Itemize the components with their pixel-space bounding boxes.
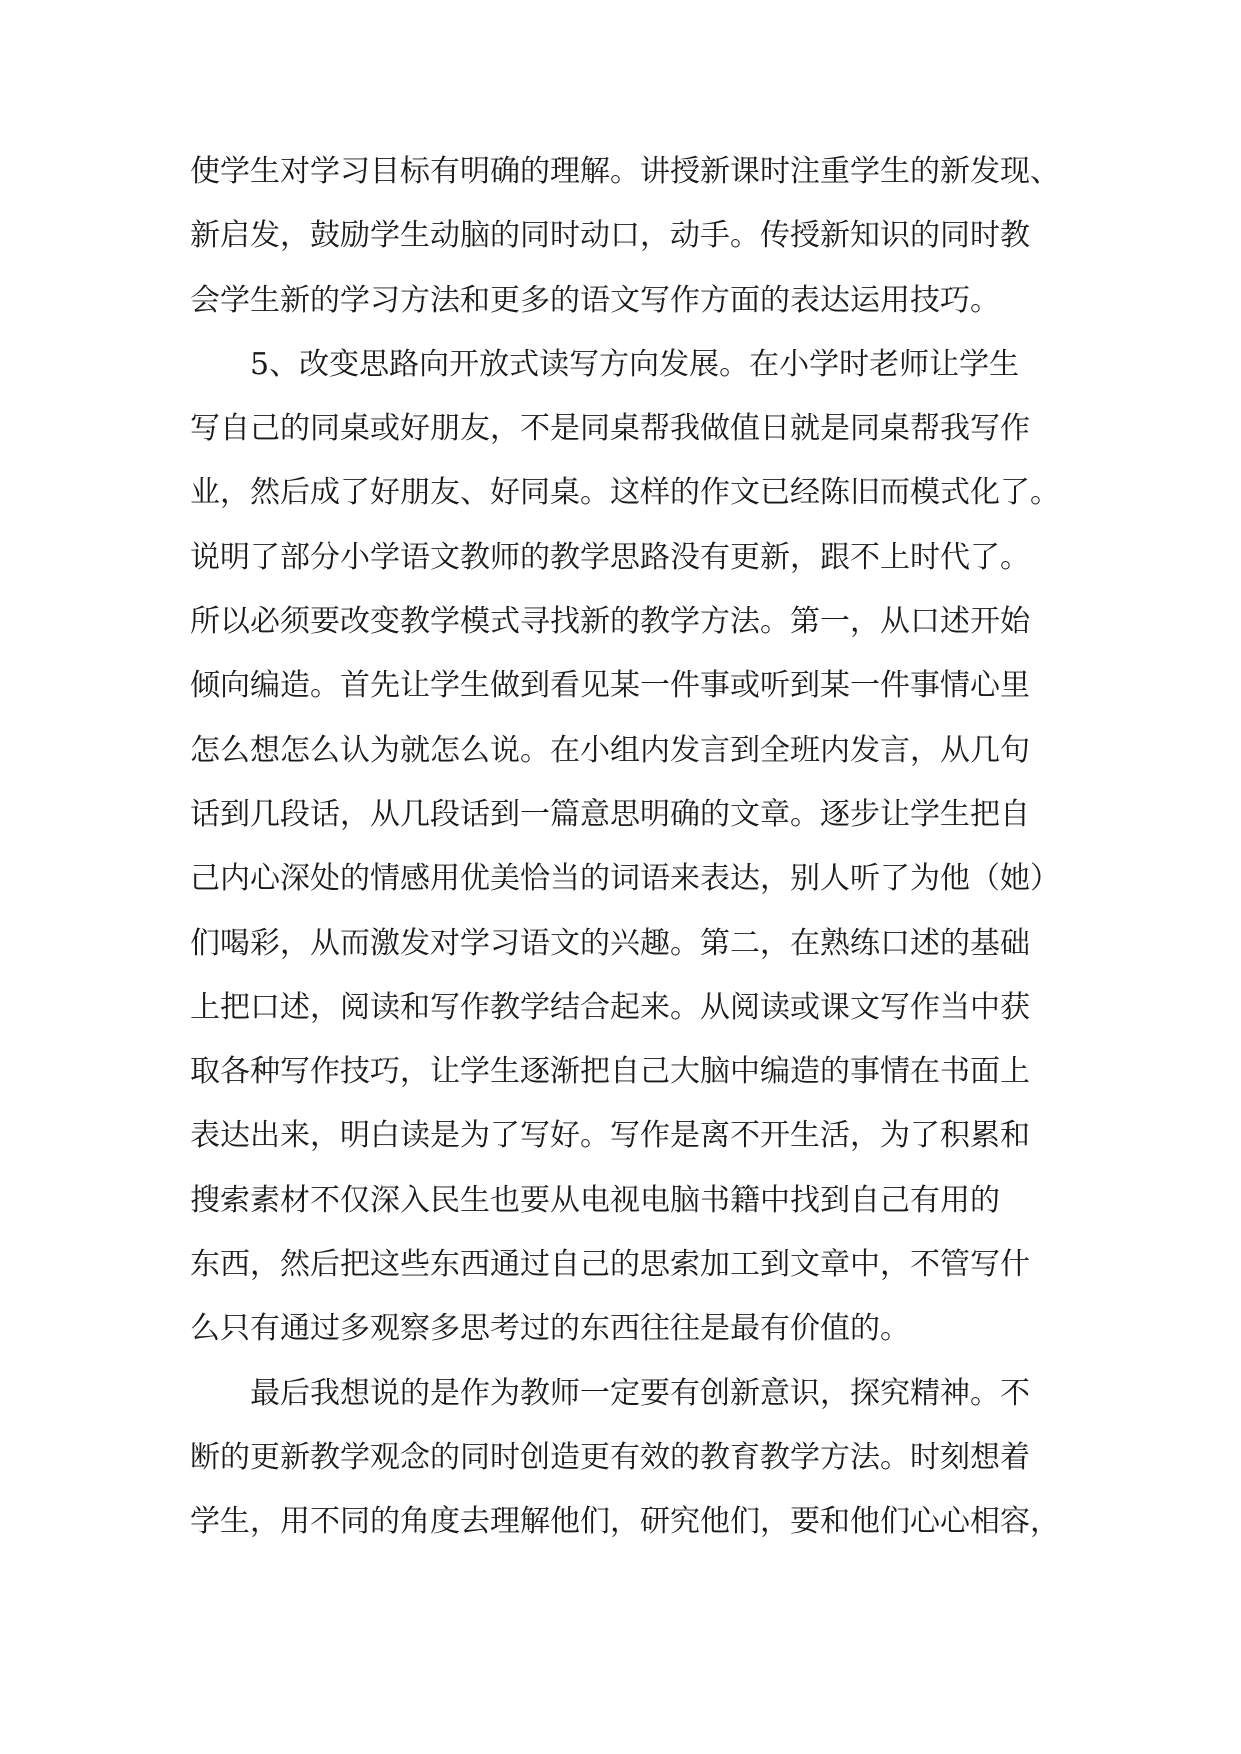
text-line: 业，然后成了好朋友、好同桌。这样的作文已经陈旧而模式化了。 <box>190 475 1060 511</box>
body-text <box>190 140 1060 1555</box>
text-line: 5、改变思路向开放式读写方向发展。在小学时老师让学生 <box>190 346 1020 382</box>
text-line: 所以必须要改变教学模式寻找新的教学方法。第一，从口述开始 <box>190 604 1030 640</box>
text-line: 断的更新教学观念的同时创造更有效的教育教学方法。时刻想着 <box>190 1439 1030 1475</box>
text-line: 搜索素材不仅深入民生也要从电视电脑书籍中找到自己有用的 <box>190 1182 1000 1218</box>
text-line: 东西，然后把这些东西通过自己的思索加工到文章中，不管写什 <box>190 1247 1030 1283</box>
text-line: 倾向编造。首先让学生做到看见某一件事或听到某一件事情心里 <box>190 668 1030 704</box>
text-line: 上把口述，阅读和写作教学结合起来。从阅读或课文写作当中获 <box>190 989 1030 1025</box>
text-line: 话到几段话，从几段话到一篇意思明确的文章。逐步让学生把自 <box>190 796 1030 832</box>
text-line: 最后我想说的是作为教师一定要有创新意识，探究精神。不 <box>190 1375 1030 1411</box>
text-line: 们喝彩，从而激发对学习语文的兴趣。第二，在熟练口述的基础 <box>190 925 1030 961</box>
text-line: 会学生新的学习方法和更多的语文写作方面的表达运用技巧。 <box>190 282 1000 318</box>
text-line: 取各种写作技巧，让学生逐渐把自己大脑中编造的事情在书面上 <box>190 1054 1030 1090</box>
text-line: 说明了部分小学语文教师的教学思路没有更新，跟不上时代了。 <box>190 539 1030 575</box>
text-line: 怎么想怎么认为就怎么说。在小组内发言到全班内发言，从几句 <box>190 732 1030 768</box>
text-line: 使学生对学习目标有明确的理解。讲授新课时注重学生的新发现、 <box>190 154 1060 189</box>
text-line: 新启发，鼓励学生动脑的同时动口，动手。传授新知识的同时教 <box>190 218 1030 254</box>
text-line: 么只有通过多观察多思考过的东西往往是最有价值的。 <box>190 1311 910 1347</box>
text-line: 写自己的同桌或好朋友，不是同桌帮我做值日就是同桌帮我写作 <box>190 411 1030 447</box>
text-line: 学生，用不同的角度去理解他们，研究他们，要和他们心心相容， <box>190 1504 1060 1540</box>
text-line: 己内心深处的情感用优美恰当的词语来表达，别人听了为他（她） <box>190 861 1060 897</box>
text-line: 表达出来，明白读是为了写好。写作是离不开生活，为了积累和 <box>190 1118 1030 1154</box>
